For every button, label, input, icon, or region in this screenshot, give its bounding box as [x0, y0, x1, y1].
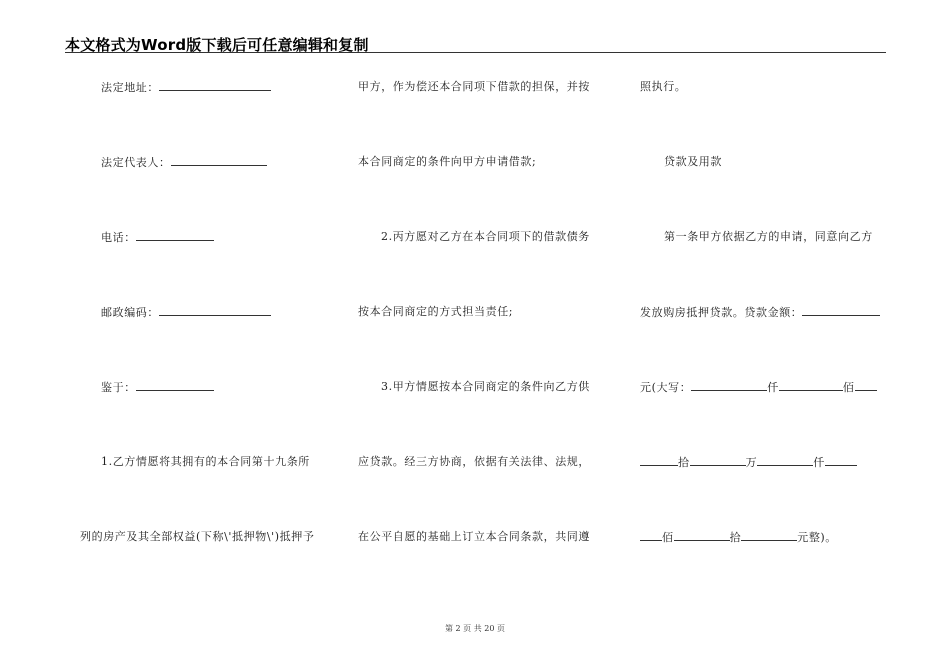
- col3-line-1: 照执行。: [640, 80, 687, 93]
- page-footer: 第 2 页 共 20 页: [445, 624, 505, 633]
- col2-line-7: 在公平自愿的基础上订立本合同条款，共同遵: [358, 530, 590, 543]
- legal-rep-blank: [171, 155, 267, 166]
- col2-line-4: 按本合同商定的方式担当责任;: [358, 305, 514, 318]
- phone-blank: [136, 230, 214, 241]
- col2-line-5: 3.甲方情愿按本合同商定的条件向乙方供: [381, 380, 590, 393]
- lead-blank-2: [640, 455, 678, 466]
- document-header-title: 本文格式为Word版下载后可任意编辑和复制: [65, 36, 369, 54]
- unit-qian-2: 仟: [813, 456, 825, 469]
- unit-shi: 拾: [678, 456, 690, 469]
- amount-words-prefix: 元(大写：: [640, 381, 692, 394]
- postcode-label: 邮政编码：: [101, 306, 159, 319]
- yuan-blank-3: [741, 530, 797, 541]
- witness-label: 鉴于：: [101, 381, 136, 394]
- shi-blank-3: [674, 530, 730, 541]
- witness-blank: [136, 380, 214, 391]
- col2-line-1: 甲方，作为偿还本合同项下借款的担保，并按: [358, 80, 590, 93]
- hundred-blank-1: [779, 380, 843, 391]
- witness-line: [101, 380, 214, 395]
- phone-label: 电话：: [101, 231, 136, 244]
- col2-line-3: 2.丙方愿对乙方在本合同项下的借款债务: [381, 230, 590, 243]
- qian-blank-2: [757, 455, 813, 466]
- thousand-blank-1: [691, 380, 767, 391]
- col2-line-2: 本合同商定的条件向甲方申请借款;: [358, 155, 537, 168]
- unit-bai-2: 佰: [662, 531, 674, 544]
- clause-1-line-b: 列的房产及其全部权益(下称\'抵押物\')抵押予: [80, 530, 315, 543]
- legal-rep-label: 法定代表人：: [101, 156, 171, 169]
- address-line: [101, 80, 271, 95]
- amount-words-line-1: [640, 380, 877, 395]
- postcode-line: [101, 305, 271, 320]
- legal-rep-line: [101, 155, 267, 170]
- unit-yuan-end: 元整)。: [797, 531, 837, 544]
- header-divider: [65, 52, 886, 53]
- unit-shi-2: 拾: [729, 531, 742, 544]
- address-label: 法定地址：: [101, 81, 159, 94]
- postcode-blank: [159, 305, 271, 316]
- wan-blank: [690, 455, 746, 466]
- article-1-line: 第一条甲方依据乙方的申请，同意向乙方: [664, 230, 873, 243]
- loan-amount-blank: [802, 305, 880, 316]
- loan-amount-line: [640, 305, 880, 320]
- loan-amount-label: 发放购房抵押贷款。贷款金额：: [640, 306, 803, 319]
- tail-blank-2: [825, 455, 857, 466]
- unit-bai: 佰: [842, 381, 855, 394]
- address-blank: [159, 80, 271, 91]
- tail-blank-1: [855, 380, 877, 391]
- clause-1-line-a: 1.乙方情愿将其拥有的本合同第十九条所: [101, 455, 310, 468]
- unit-qian: 仟: [767, 381, 779, 394]
- lead-blank-3: [640, 530, 662, 541]
- col2-line-6: 应贷款。经三方协商，依据有关法律、法规，: [358, 455, 590, 468]
- unit-wan: 万: [745, 456, 758, 469]
- section-heading-loan: 贷款及用款: [664, 155, 722, 168]
- phone-line: [101, 230, 214, 245]
- amount-words-line-3: [640, 530, 837, 545]
- amount-words-line-2: [640, 455, 857, 470]
